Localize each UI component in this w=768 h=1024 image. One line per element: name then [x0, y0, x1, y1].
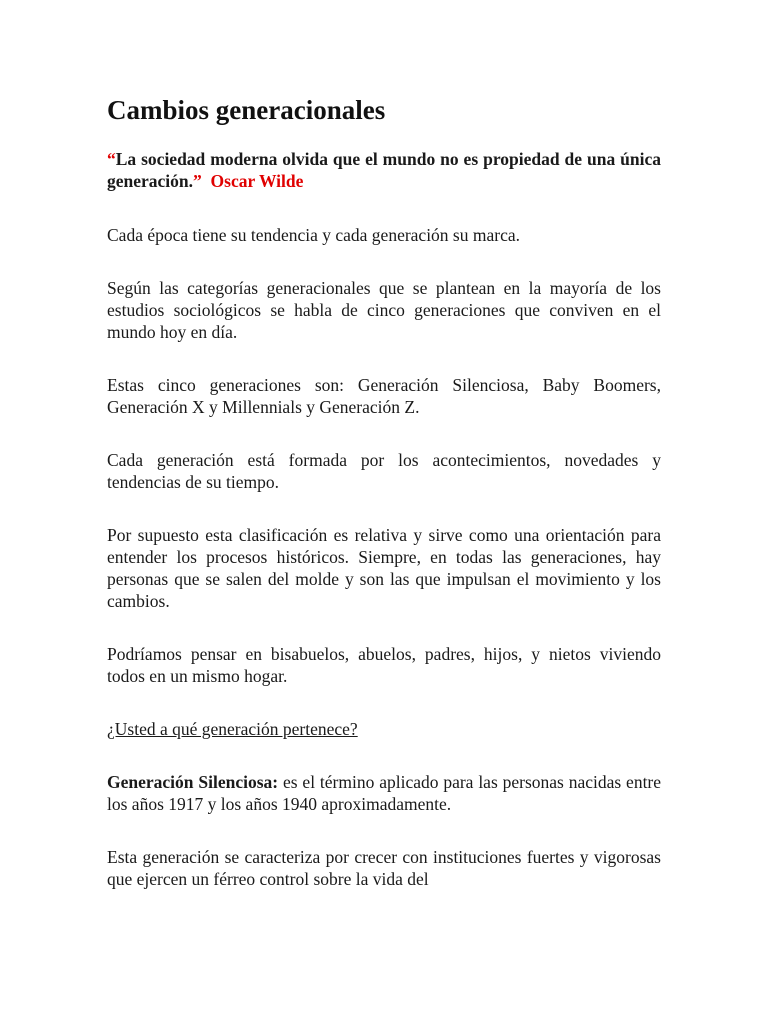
document-title: Cambios generacionales: [107, 95, 386, 125]
paragraph-4: Cada generación está formada por los acontecimientos, novedades y tendencias de su tiempo.: [107, 450, 661, 492]
silent-generation-paragraph: [107, 771, 661, 815]
paragraph-2: Según las categorías generacionales que se plantean en la mayoría de los estudios sociológicos se habla de cinco generaciones que conviven en el mundo hoy en día.: [107, 278, 661, 342]
document-page: [107, 92, 661, 890]
quote-open-mark: “: [107, 149, 116, 169]
paragraph-5: Por supuesto esta clasificación es relativa y sirve como una orientación para entender los procesos históricos. Siempre, en todas las generaciones, hay personas que se salen del molde y son las que impulsan el movimiento y los cambios.: [107, 525, 661, 611]
question-line: ¿Usted a qué generación pertenece?: [107, 719, 358, 739]
quote-text: La sociedad moderna olvida que el mundo no es propiedad de una única generación.: [107, 149, 661, 191]
quote-close-mark: ”: [193, 171, 202, 191]
paragraph-1: Cada época tiene su tendencia y cada generación su marca.: [107, 225, 520, 245]
silent-generation-definition: es el término aplicado para las personas nacidas entre los años 1917 y los años 1940 aproximadamente.: [107, 772, 662, 814]
paragraph-last: Esta generación se caracteriza por crecer con instituciones fuertes y vigorosas que ejercen un férreo control sobre la vida del: [107, 847, 661, 889]
quote-author: Oscar Wilde: [210, 171, 304, 191]
paragraph-6: Podríamos pensar en bisabuelos, abuelos, padres, hijos, y nietos viviendo todos en un mismo hogar.: [107, 644, 661, 686]
epigraph-quote: [107, 148, 661, 192]
paragraph-3: Estas cinco generaciones son: Generación Silenciosa, Baby Boomers, Generación X y Millennials y Generación Z.: [107, 375, 661, 417]
silent-generation-term: Generación Silenciosa:: [107, 772, 279, 792]
